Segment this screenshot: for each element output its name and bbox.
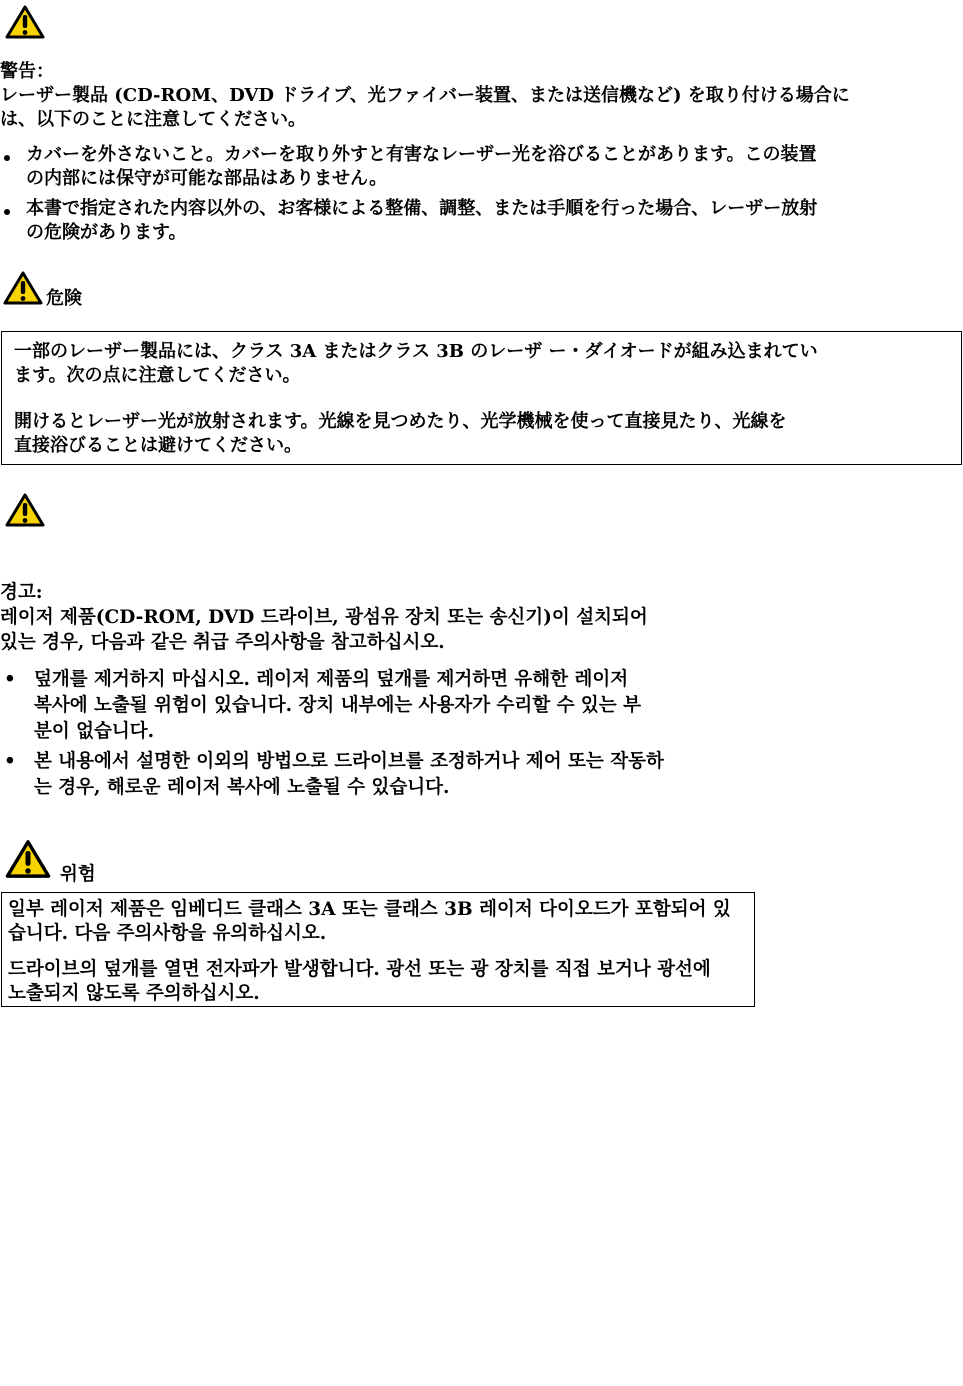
caution-heading-ko: 경고: <box>0 582 43 603</box>
bullet-ja-2-line-1: 本書で指定された内容以外の、お客様による整備、調整、または手順を行った場合、レーザー放射 <box>26 198 818 219</box>
danger-box-ko-p1-line-2: 습니다. 다음 주의사항을 유의하십시오. <box>8 923 327 944</box>
bullet-ko-1-line-3: 분이 없습니다. <box>34 721 155 742</box>
danger-label-ko: 위험 <box>60 864 96 885</box>
caution-intro-ko-line-2: 있는 경우, 다음과 같은 취급 주의사항을 참고하십시오. <box>0 632 445 653</box>
bullet-ja-1-line-1: カバーを外さないこと。カバーを取り外すと有害なレーザー光を浴びることがあります。この装置 <box>26 144 817 165</box>
bullet-marker <box>4 209 10 215</box>
danger-warning-icon <box>4 838 52 880</box>
bullet-ko-1-line-2: 복사에 노출될 위험이 있습니다. 장치 내부에는 사용자가 수리할 수 있는 부 <box>34 695 641 716</box>
danger-box-ja-p2-line-1: 開けるとレーザー光が放射されます。光線を見つめたり、光学機械を使って直接見たり、光線を <box>14 411 787 432</box>
bullet-ko-2-line-1: 본 내용에서 설명한 이외의 방법으로 드라이브를 조정하거나 제어 또는 작동하 <box>34 751 664 772</box>
danger-box-ko-p1-line-1: 일부 레이저 제품은 임베디드 클래스 3A 또는 클래스 3B 레이저 다이오드가 포함되어 있 <box>8 899 731 920</box>
danger-box-ja-p1-line-2: ます。次の点に注意してください。 <box>14 365 301 386</box>
caution-intro-ko-line-1: 레이저 제품(CD-ROM, DVD 드라이브, 광섬유 장치 또는 송신기)이 설치되어 <box>0 607 648 628</box>
danger-box-ko-p2-line-1: 드라이브의 덮개를 열면 전자파가 발생합니다. 광선 또는 광 장치를 직접 보거나 광선에 <box>8 959 711 980</box>
danger-box-ja-p2-line-2: 直接浴びることは避けてください。 <box>14 435 302 456</box>
bullet-marker: • <box>4 669 16 690</box>
warning-triangle-icon <box>4 492 46 528</box>
caution-heading-ja: 警告： <box>0 61 54 82</box>
caution-intro-ja-line-2: は、以下のことに注意してください。 <box>0 109 306 130</box>
danger-label-ja: 危険 <box>46 288 82 309</box>
bullet-ko-2-line-2: 는 경우, 해로운 레이저 복사에 노출될 수 있습니다. <box>34 777 450 798</box>
warning-triangle-icon <box>4 4 46 40</box>
danger-box-ja-p1-line-1: 一部のレーザー製品には、クラス 3A またはクラス 3B のレーザ ー・ダイオードが組み込まれてい <box>14 341 818 362</box>
danger-box-ko <box>1 892 755 1007</box>
bullet-marker: • <box>4 751 16 772</box>
bullet-marker <box>4 155 10 161</box>
danger-warning-icon <box>2 270 44 306</box>
bullet-ja-2-line-2: の危険があります。 <box>26 222 187 243</box>
caution-intro-ja-line-1: レーザー製品 (CD-ROM、DVD ドライブ、光ファイバー装置、または送信機など) を取り付ける場合に <box>0 85 850 106</box>
bullet-ja-1-line-2: の内部には保守が可能な部品はありません。 <box>26 168 388 189</box>
danger-box-ko-p2-line-2: 노출되지 않도록 주의하십시오. <box>8 983 260 1004</box>
danger-box-ja <box>1 331 962 465</box>
bullet-ko-1-line-1: 덮개를 제거하지 마십시오. 레이저 제품의 덮개를 제거하면 유해한 레이저 <box>34 669 629 690</box>
